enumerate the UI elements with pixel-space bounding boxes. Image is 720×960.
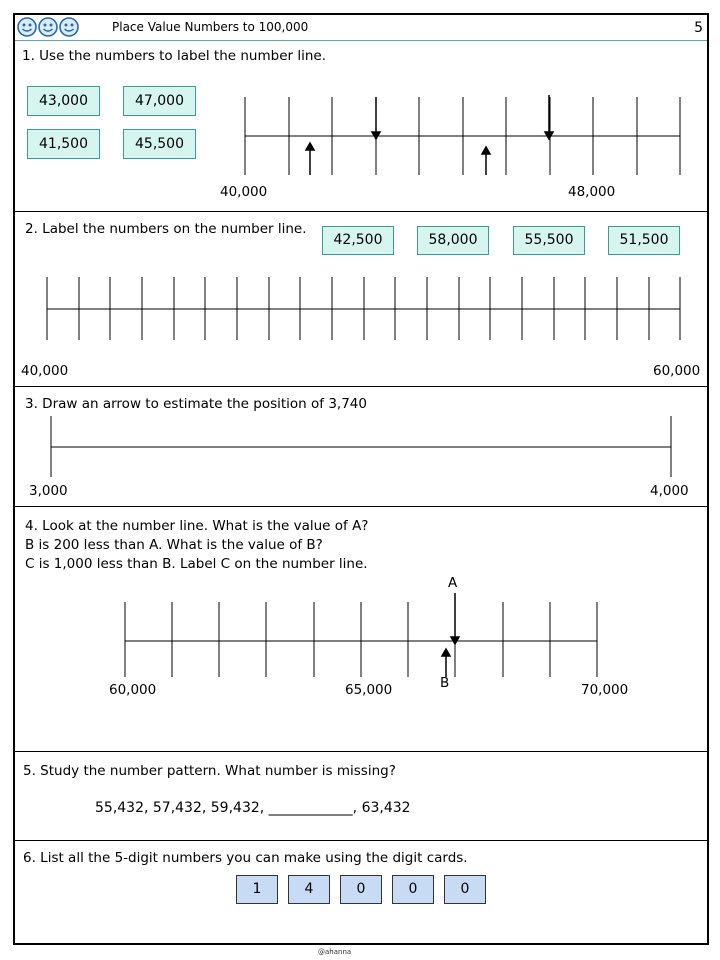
number-line-2[interactable] — [15, 212, 711, 387]
smiley-face-icon — [38, 17, 58, 37]
number-line-3[interactable] — [15, 387, 711, 507]
question-1-section — [15, 40, 707, 212]
faces-group — [17, 17, 79, 37]
number-card[interactable]: 55,500 — [513, 226, 585, 255]
number-line-1-end-label: 48,000 — [568, 184, 616, 200]
question-4-line-2: B is 200 less than A. What is the value of B? — [25, 537, 323, 553]
question-6-prompt: 6. List all the 5-digit numbers you can make using the digit cards. — [23, 850, 468, 866]
smiley-face-icon — [17, 17, 37, 37]
question-2-section — [15, 212, 707, 387]
number-line-1-start-label: 40,000 — [220, 184, 268, 200]
digit-card[interactable]: 4 — [288, 875, 330, 904]
page-number: 5 — [694, 20, 703, 36]
number-card[interactable]: 42,500 — [322, 226, 394, 255]
pattern-start: 55,432, 57,432, 59,432, — [95, 800, 269, 816]
question-6-section — [15, 841, 707, 945]
number-card[interactable]: 47,000 — [123, 86, 196, 116]
pattern-end: , 63,432 — [352, 800, 411, 816]
digit-card[interactable]: 0 — [392, 875, 434, 904]
question-2-prompt: 2. Label the numbers on the number line. — [25, 221, 307, 237]
worksheet-frame — [13, 13, 709, 945]
number-card[interactable]: 41,500 — [27, 129, 100, 159]
question-4-line-3: C is 1,000 less than B. Label C on the number line. — [25, 556, 368, 572]
label-b: B — [440, 675, 450, 691]
question-4-section — [15, 507, 707, 752]
number-line-3-start-label: 3,000 — [29, 483, 68, 499]
question-5-section — [15, 752, 707, 841]
number-line-3-end-label: 4,000 — [650, 483, 689, 499]
answer-blank[interactable]: ____________ — [268, 800, 353, 816]
arrow-icon — [306, 95, 553, 175]
question-1-prompt: 1. Use the numbers to label the number line. — [22, 48, 327, 64]
number-card[interactable]: 51,500 — [608, 226, 680, 255]
digit-card[interactable]: 0 — [340, 875, 382, 904]
number-card[interactable]: 45,500 — [123, 129, 196, 159]
number-line-4[interactable] — [15, 507, 711, 752]
worksheet-header — [15, 15, 707, 41]
tick-label: 60,000 — [109, 682, 157, 698]
question-5-prompt: 5. Study the number pattern. What number is missing? — [23, 763, 396, 779]
number-line-2-end-label: 60,000 — [653, 363, 701, 379]
question-3-section — [15, 387, 707, 507]
smiley-face-icon — [59, 17, 79, 37]
tick-label: 70,000 — [581, 682, 629, 698]
label-a: A — [448, 575, 458, 591]
digit-card[interactable]: 0 — [444, 875, 486, 904]
tick-label: 65,000 — [345, 682, 393, 698]
arrow-icon — [442, 593, 459, 677]
number-line-2-start-label: 40,000 — [21, 363, 69, 379]
digit-card[interactable]: 1 — [236, 875, 278, 904]
number-card[interactable]: 58,000 — [417, 226, 489, 255]
number-pattern — [95, 799, 411, 818]
question-4-line-1: 4. Look at the number line. What is the value of A? — [25, 518, 369, 534]
worksheet-title: Place Value Numbers to 100,000 — [112, 20, 309, 34]
number-card[interactable]: 43,000 — [27, 86, 100, 116]
footer-credit: @ahanna — [318, 948, 352, 956]
question-3-prompt: 3. Draw an arrow to estimate the position of 3,740 — [25, 396, 367, 412]
